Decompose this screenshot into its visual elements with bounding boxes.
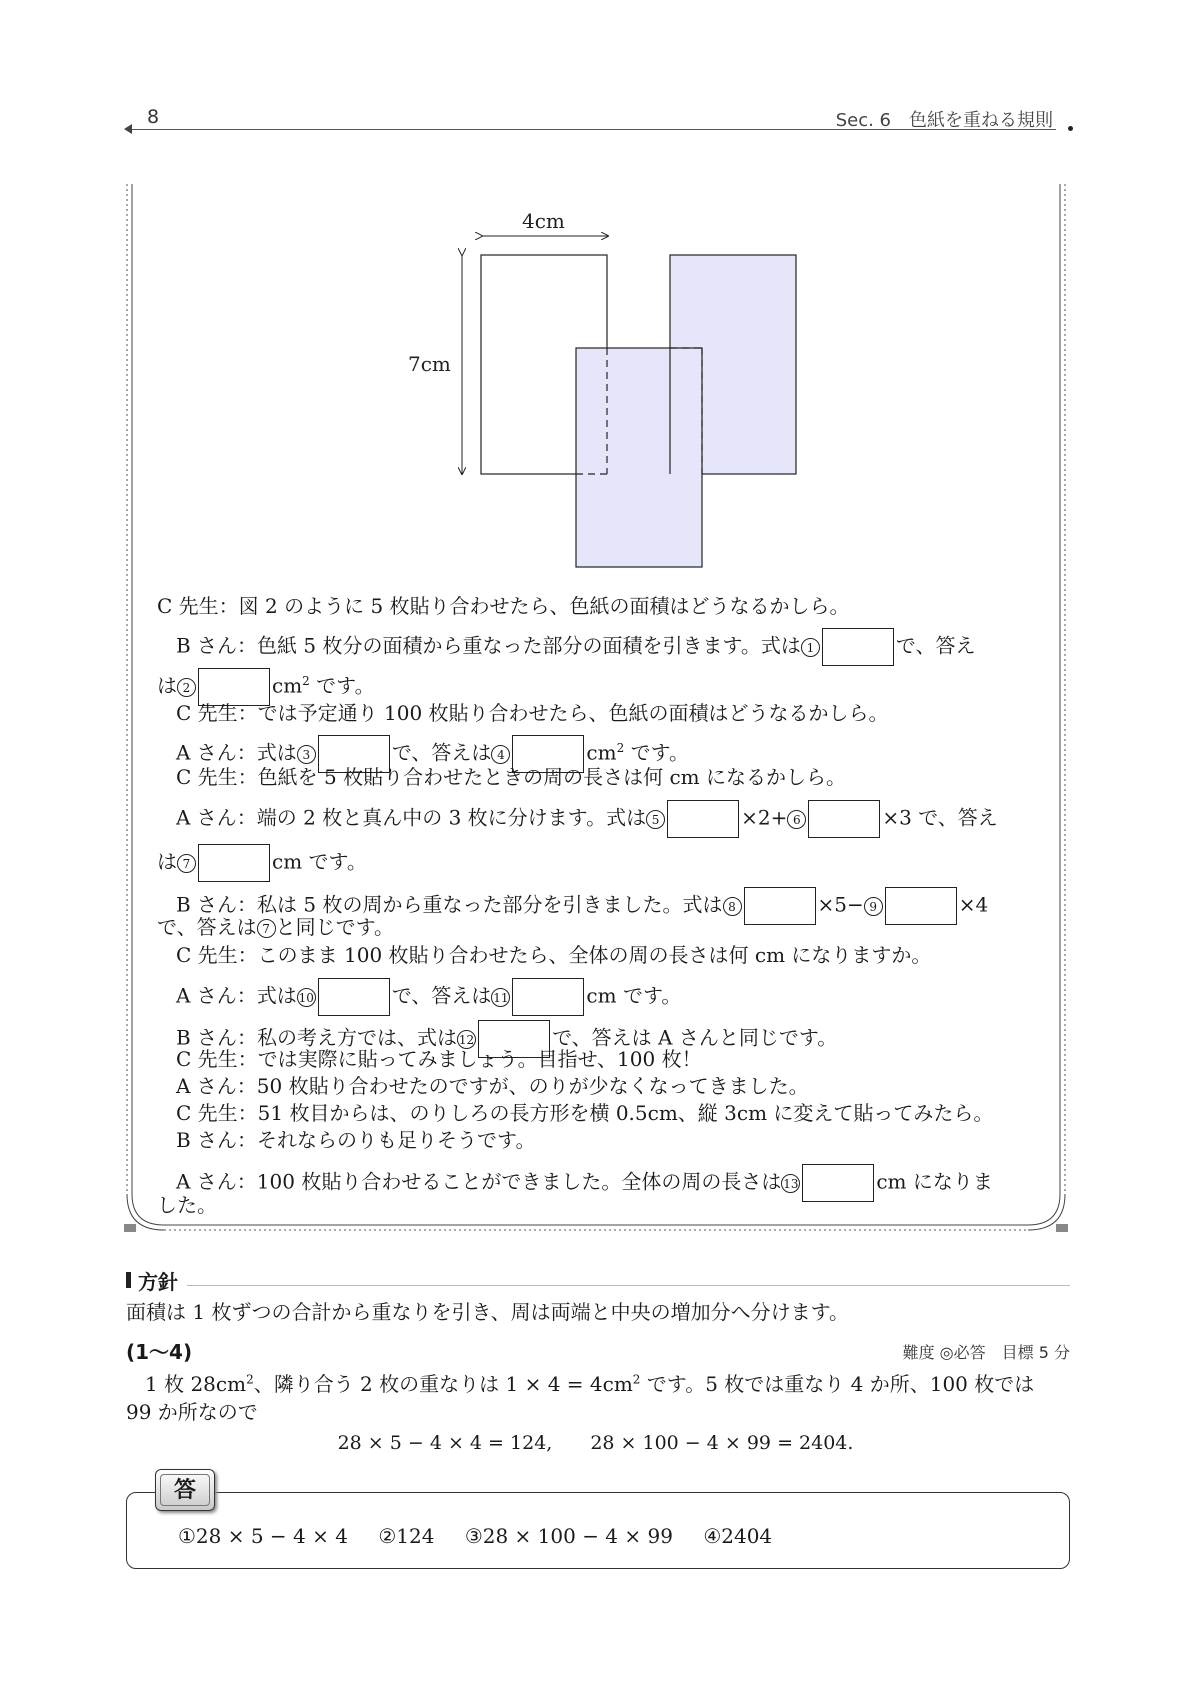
policy-rule [187,1285,1070,1286]
dialogue-line-11: C 先生：このまま 100 枚貼り合わせたら、全体の周の長さは何 cm になりますか。 [176,943,932,967]
answer-item-2: ②124 [378,1524,435,1548]
dialogue-line-6: C 先生：色紙を 5 枚貼り合わせたときの周の長さは何 cm になるかしら。 [176,765,846,789]
dialogue-line-14: C 先生：では実際に貼ってみましょう。目指せ、100 枚！ [176,1047,702,1071]
policy-heading: 方針 [138,1270,178,1294]
solution-line-2: 99 か所なので [126,1400,258,1424]
dialogue-line-18: A さん：100 枚貼り合わせることができました。全体の周の長さは 13 cm になりま [176,1164,993,1202]
difficulty-label: 難度 ◎必答 目標 5 分 [902,1343,1070,1362]
answer-box-5[interactable] [667,800,739,838]
circle-number: 12 [457,1030,476,1049]
width-label: 4cm [522,209,565,233]
circle-number: 5 [646,810,665,829]
height-label: 7cm [408,352,451,376]
dialogue-line-5: A さん：式は 3 で、答えは 4 $cm^2$ です。 [176,735,689,773]
answer-box-7[interactable] [198,844,270,882]
dialogue-line-4: C 先生：では予定通り 100 枚貼り合わせたら、色紙の面積はどうなるかしら。 [176,701,889,725]
page-number: 8 [147,106,160,128]
circle-number: 6 [787,810,806,829]
dialogue-line-7: A さん：端の 2 枚と真ん中の 3 枚に分けます。式は 5 ×2+ 6 ×3 で、答え [176,800,998,838]
circle-number: 4 [491,745,510,764]
figure-overlap-rectangles [400,200,820,580]
answer-box-8[interactable] [744,887,816,925]
dialogue-line-13: B さん：私の考え方では、式は 12 で、答えは A さんと同じです。 [176,1020,837,1058]
dialogue-line-1: C 先生：図 2 のように 5 枚貼り合わせたら、色紙の面積はどうなるかしら。 [157,594,850,618]
answer-box-1[interactable] [822,628,894,666]
circle-number: 2 [177,678,196,697]
dialogue-line-9: B さん：私は 5 枚の周から重なった部分を引きました。式は 8 ×5− 9 ×4 [176,887,988,925]
solution-heading: (1〜4) [126,1340,193,1364]
answer-box-6[interactable] [808,800,880,838]
dialogue-line-16: C 先生：51 枚目からは、のりしろの長方形を横 0.5cm、縦 3cm に変えて貼ってみたら。 [176,1101,994,1125]
solution-line-1: 1 枚 $28cm^2$、隣り合う 2 枚の重なりは $1 \times 4 = 4cm^2$ です。5 枚では重なり 4 か所、100 枚では [145,1372,1035,1396]
circle-number: 7 [257,919,276,938]
answer-box-10[interactable] [318,978,390,1016]
answer-box-13[interactable] [802,1164,874,1202]
dialogue-line-3: は 2 $cm^2$ です。 [157,668,375,706]
circle-number: 1 [801,638,820,657]
circle-number: 13 [781,1174,800,1193]
policy-marker [126,1272,131,1288]
section-title: Sec. 6 色紙を重ねる規則 [835,110,1053,131]
dialogue-line-8: は 7 cm です。 [157,844,367,882]
circle-number: 11 [491,988,510,1007]
dialogue-line-12: A さん：式は 10 で、答えは 11 cm です。 [176,978,681,1016]
dialogue-line-10: で、答えは 7 と同じです。 [157,915,395,939]
answer-item-3: ③28 × 100 − 4 × 99 [464,1524,673,1548]
answer-box-11[interactable] [512,978,584,1016]
policy-text: 面積は 1 枚ずつの合計から重なりを引き、周は両端と中央の増加分へ分けます。 [126,1300,850,1324]
header-dot-icon [1068,126,1073,131]
circle-number: 9 [864,897,883,916]
header-rule [126,129,1056,130]
answer-tab: 答 [155,1469,215,1511]
solution-equation: 28 × 5 − 4 × 4 = 124, 28 × 100 − 4 × 99 = 2404. [337,1432,854,1454]
circle-number: 10 [297,988,316,1007]
circle-number: 8 [723,897,742,916]
header-arrow-icon [124,124,132,134]
dialogue-line-19: した。 [157,1193,217,1217]
answer-item-4: ④2404 [703,1524,773,1548]
dialogue-line-17: B さん：それならのりも足りそうです。 [176,1128,536,1152]
answer-item-1: ①28 × 5 − 4 × 4 [178,1524,348,1548]
answer-box-9[interactable] [885,887,957,925]
circle-number: 3 [297,745,316,764]
circle-number: 7 [177,854,196,873]
paper-rect-middle [576,348,702,567]
dialogue-line-2: B さん：色紙 5 枚分の面積から重なった部分の面積を引きます。式は 1 で、答え [176,628,976,666]
dialogue-line-15: A さん：50 枚貼り合わせたのですが、のりが少なくなってきました。 [176,1074,809,1098]
answer-line [178,1524,796,1548]
